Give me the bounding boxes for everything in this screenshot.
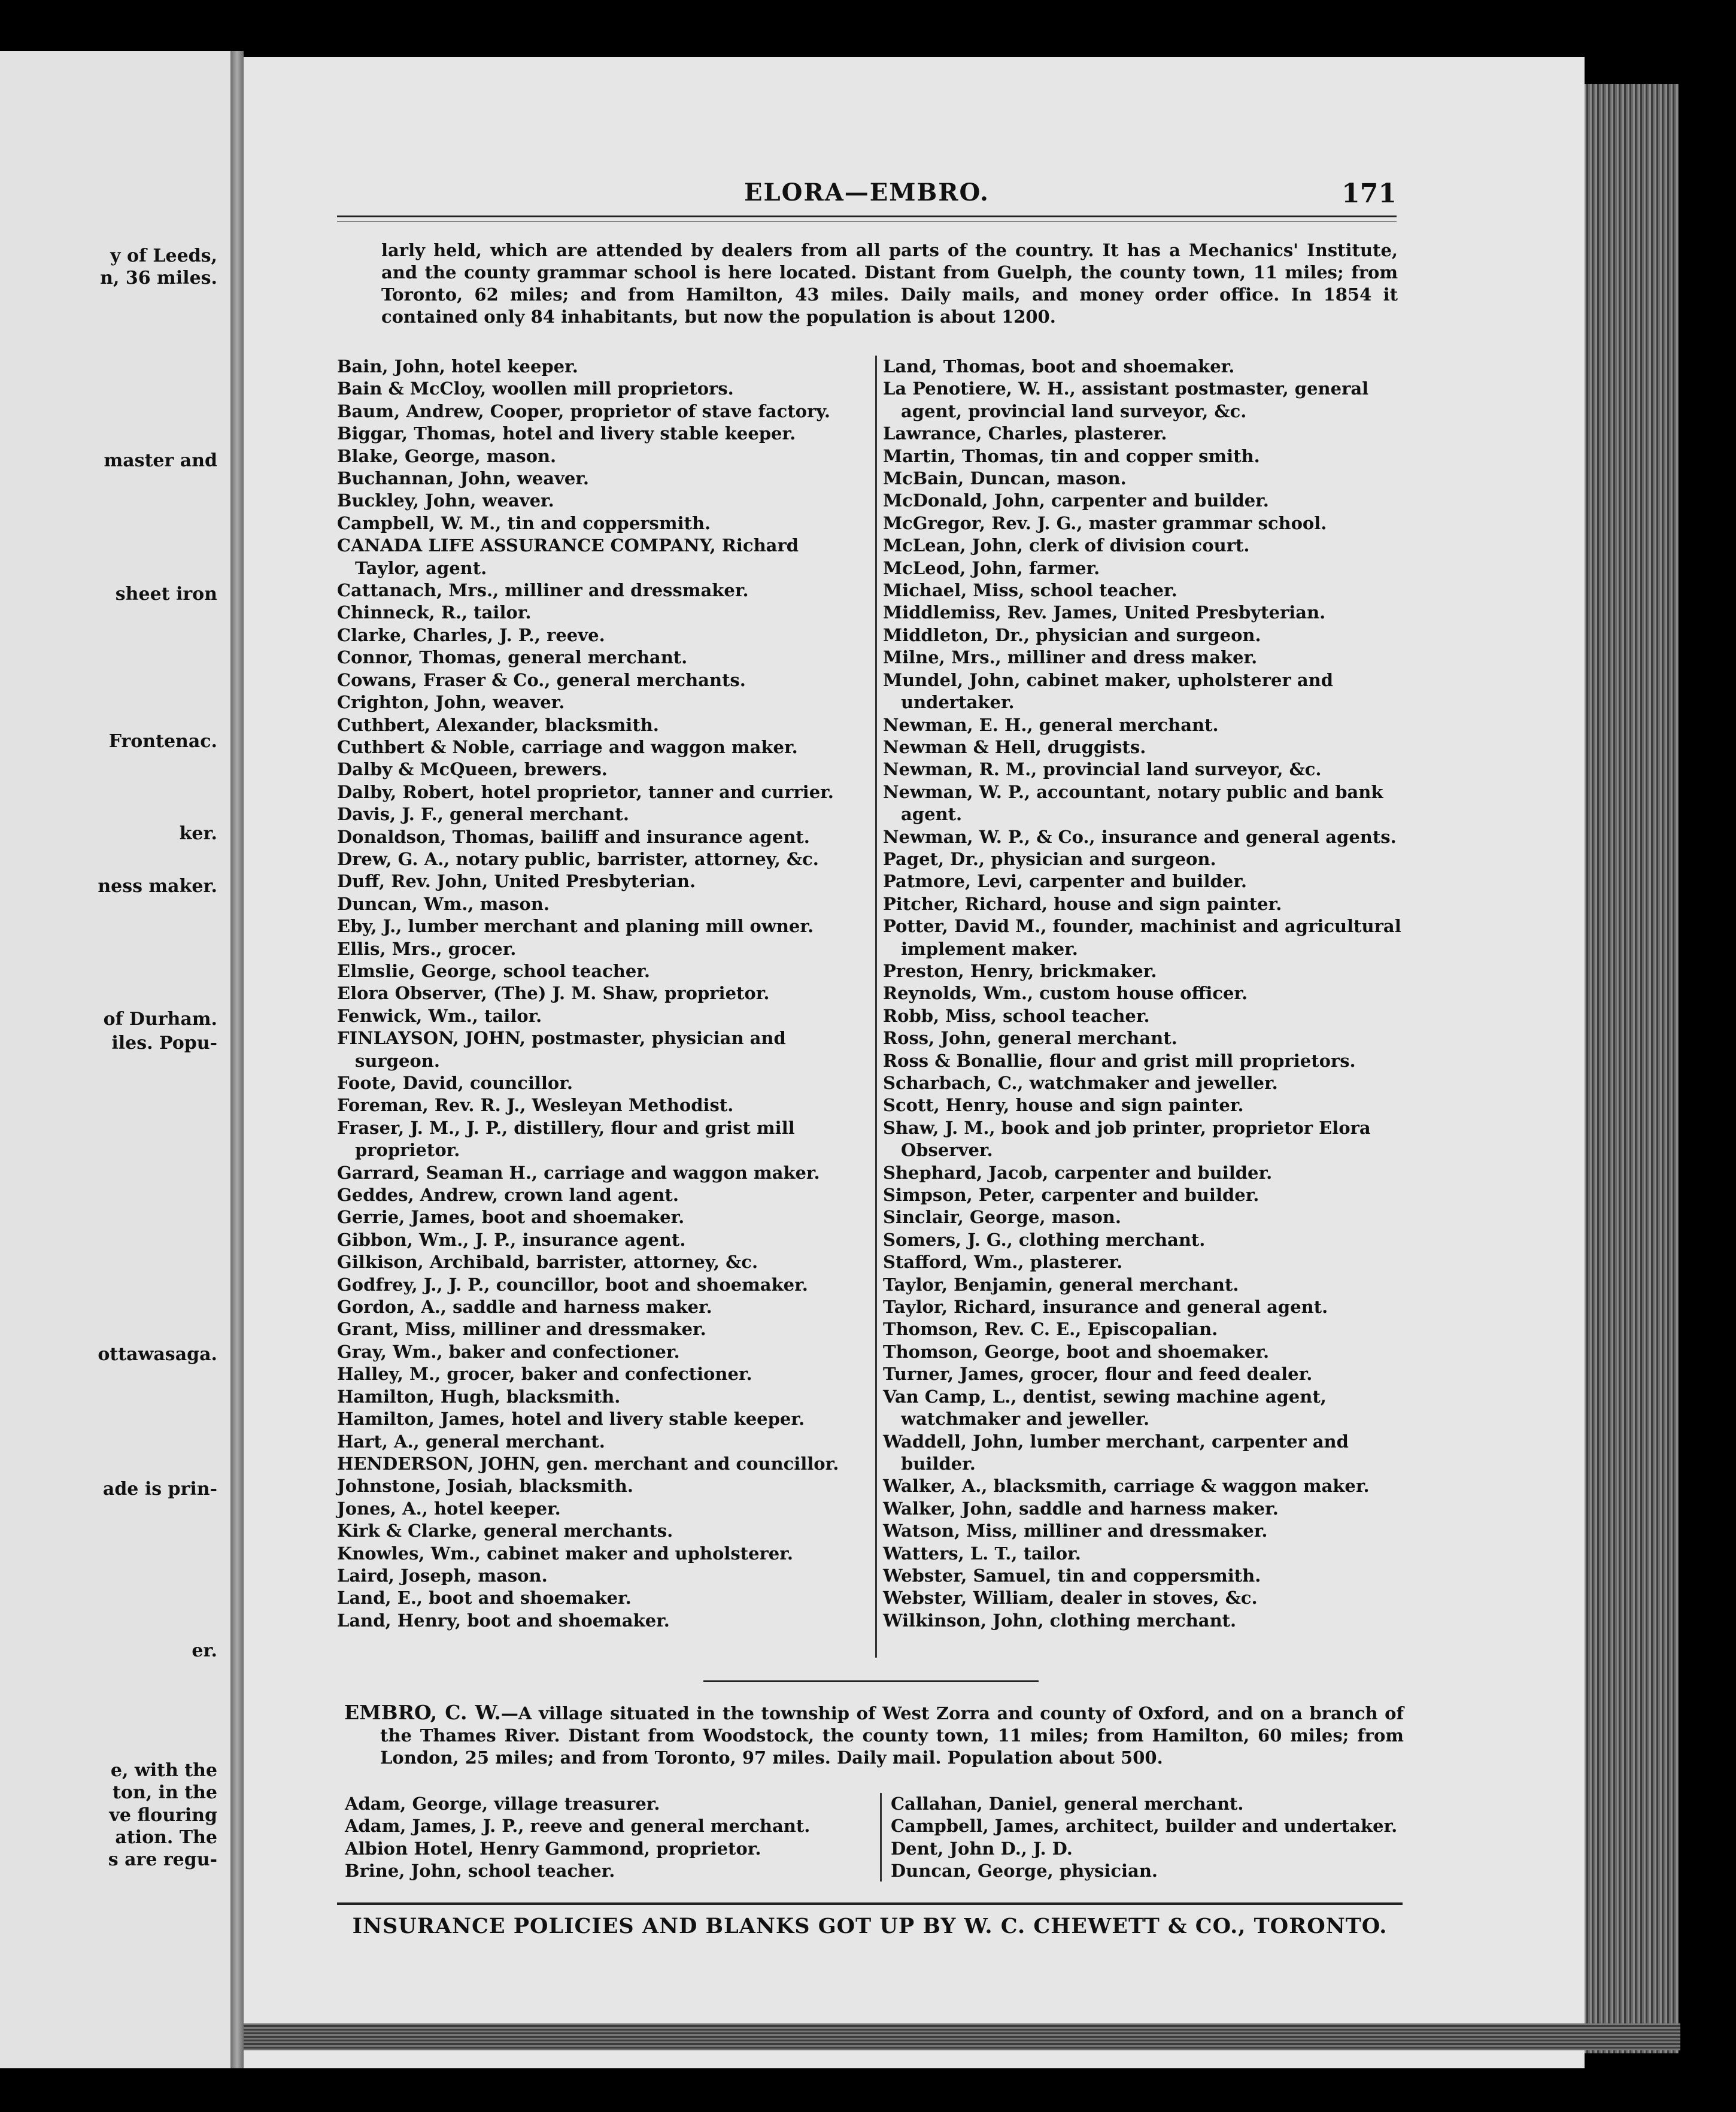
embro-column-divider	[880, 1793, 882, 1882]
directory-entry: Gordon, A., saddle and harness maker.	[337, 1297, 712, 1318]
facing-page-fragment	[0, 51, 230, 2068]
directory-entry: Thomson, Rev. C. E., Episcopalian.	[883, 1319, 1218, 1340]
bottom-page-edges	[244, 2023, 1680, 2050]
directory-entry: Cuthbert & Noble, carriage and waggon maker.	[337, 736, 798, 757]
directory-entry: Watters, L. T., tailor.	[883, 1543, 1081, 1564]
section-divider-rule	[703, 1680, 1039, 1682]
directory-entry: Reynolds, Wm., custom house officer.	[883, 983, 1248, 1004]
directory-entry: Laird, Joseph, mason.	[337, 1565, 548, 1586]
facing-page-line: e, with the	[110, 1760, 217, 1781]
facing-page-line: ation. The	[115, 1827, 217, 1848]
facing-page-line: s are regu-	[108, 1849, 217, 1870]
directory-entry: Jones, A., hotel keeper.	[337, 1498, 561, 1519]
directory-entry: Bain, John, hotel keeper.	[337, 356, 578, 377]
directory-entry: Duff, Rev. John, United Presbyterian.	[337, 871, 696, 892]
facing-page-line: ade is prin-	[102, 1479, 217, 1500]
directory-entry: Cattanach, Mrs., milliner and dressmaker.	[337, 580, 749, 601]
directory-entry: La Penotiere, W. H., assistant postmaster, general agent, provincial land surveyor, &c.	[883, 378, 1369, 421]
directory-entry: Pitcher, Richard, house and sign painter.	[883, 893, 1282, 914]
facing-page-line: ve flouring	[109, 1805, 217, 1826]
directory-entry: Land, Henry, boot and shoemaker.	[337, 1610, 670, 1631]
directory-entry: Campbell, James, architect, builder and undertaker.	[891, 1816, 1398, 1837]
directory-entry: Garrard, Seaman H., carriage and waggon maker.	[337, 1162, 820, 1183]
directory-entry: Hart, A., general merchant.	[337, 1431, 605, 1452]
directory-entry: Potter, David M., founder, machinist and agricultural implement maker.	[883, 916, 1401, 959]
directory-entry: Adam, James, J. P., reeve and general merchant.	[345, 1816, 811, 1837]
directory-entry: Land, Thomas, boot and shoemaker.	[883, 356, 1235, 377]
intro-paragraph: larly held, which are attended by dealers from all parts of the country. It has a Mechanics' Institute, and the county grammar school is here located. Distant from Guelph, the county town, 11 miles; from Toronto, 62 miles; and from Hamilton, 43 miles. Daily mails, and money order office. In 1854 it contained only 84 inhabitants, but now the population is about 1200.	[381, 240, 1398, 327]
directory-entry: Eby, J., lumber merchant and planing mill owner.	[337, 916, 814, 937]
directory-entry: Drew, G. A., notary public, barrister, attorney, &c.	[337, 848, 819, 869]
directory-entry: Thomson, George, boot and shoemaker.	[883, 1341, 1270, 1362]
directory-entry: Duncan, Wm., mason.	[337, 893, 550, 914]
directory-entry: Dalby & McQueen, brewers.	[337, 759, 608, 780]
embro-directory-left-column	[345, 1793, 866, 1883]
directory-entry: McLeod, John, farmer.	[883, 557, 1100, 578]
footer-rule	[337, 1902, 1403, 1905]
directory-entry: Land, E., boot and shoemaker.	[337, 1588, 632, 1609]
directory-entry: Middleton, Dr., physician and surgeon.	[883, 624, 1261, 645]
facing-page-line: of Durham.	[103, 1009, 217, 1030]
directory-entry: Crighton, John, weaver.	[337, 692, 565, 713]
directory-entry: Newman & Hell, druggists.	[883, 736, 1146, 757]
facing-page-line: Frontenac.	[108, 731, 217, 752]
directory-entry: HENDERSON, JOHN, gen. merchant and councillor.	[337, 1453, 839, 1474]
directory-entry: Davis, J. F., general merchant.	[337, 804, 629, 825]
directory-entry: Gibbon, Wm., J. P., insurance agent.	[337, 1229, 686, 1250]
directory-entry: Gray, Wm., baker and confectioner.	[337, 1341, 680, 1362]
directory-entry: McBain, Duncan, mason.	[883, 468, 1127, 489]
directory-entry: Hamilton, James, hotel and livery stable keeper.	[337, 1409, 805, 1430]
directory-entry: Preston, Henry, brickmaker.	[883, 960, 1157, 981]
directory-entry: McDonald, John, carpenter and builder.	[883, 490, 1269, 511]
facing-page-line: ton, in the	[113, 1782, 217, 1803]
directory-entry: Scott, Henry, house and sign painter.	[883, 1095, 1244, 1116]
footer-advertisement: INSURANCE POLICIES AND BLANKS GOT UP BY W. C. CHEWETT & CO., TORONTO.	[352, 1914, 1388, 1938]
facing-page-line: ker.	[179, 823, 217, 844]
directory-entry: Newman, E. H., general merchant.	[883, 714, 1219, 735]
directory-entry: Taylor, Richard, insurance and general agent.	[883, 1297, 1328, 1318]
directory-entry: Chinneck, R., tailor.	[337, 602, 532, 623]
embro-description	[344, 1701, 1404, 1769]
page-edges	[1585, 84, 1679, 2053]
directory-entry: Johnstone, Josiah, blacksmith.	[337, 1476, 633, 1497]
directory-entry: Webster, Samuel, tin and coppersmith.	[883, 1565, 1261, 1586]
embro-description-text: —A village situated in the township of West Zorra and county of Oxford, and on a branch of the Thames River. Distant from Woodstock, the county town, 11 miles; from Hamilton, 60 miles; from London, 25 miles; and from Toronto, 97 miles. Daily mail. Population about 500.	[380, 1703, 1404, 1768]
directory-entry: McGregor, Rev. J. G., master grammar school.	[883, 512, 1327, 533]
directory-entry: Baum, Andrew, Cooper, proprietor of stave factory.	[337, 400, 830, 421]
directory-entry: Walker, John, saddle and harness maker.	[883, 1498, 1279, 1519]
running-title: ELORA—EMBRO.	[744, 178, 990, 207]
directory-entry: CANADA LIFE ASSURANCE COMPANY, Richard Taylor, agent.	[337, 535, 799, 578]
directory-entry: Waddell, John, lumber merchant, carpenter and builder.	[883, 1431, 1349, 1474]
directory-entry: Michael, Miss, school teacher.	[883, 580, 1177, 601]
directory-entry: Taylor, Benjamin, general merchant.	[883, 1274, 1239, 1295]
directory-entry: Biggar, Thomas, hotel and livery stable keeper.	[337, 423, 796, 444]
directory-entry: McLean, John, clerk of division court.	[883, 535, 1250, 556]
directory-entry: Lawrance, Charles, plasterer.	[883, 423, 1167, 444]
directory-entry: Donaldson, Thomas, bailiff and insurance agent.	[337, 826, 810, 847]
directory-entry: Sinclair, George, mason.	[883, 1207, 1121, 1228]
directory-entry: Webster, William, dealer in stoves, &c.	[883, 1588, 1258, 1609]
directory-entry: Geddes, Andrew, crown land agent.	[337, 1185, 679, 1206]
facing-page-line: ottawasaga.	[98, 1344, 217, 1365]
directory-entry: Halley, M., grocer, baker and confectioner.	[337, 1364, 752, 1385]
directory-entry: Gilkison, Archibald, barrister, attorney, &c.	[337, 1252, 758, 1273]
facing-page-line: n, 36 miles.	[100, 268, 217, 289]
directory-entry: Brine, John, school teacher.	[345, 1861, 615, 1882]
column-divider	[875, 356, 877, 1658]
directory-entry: Cuthbert, Alexander, blacksmith.	[337, 714, 659, 735]
header-rule	[337, 216, 1397, 217]
directory-entry: Patmore, Levi, carpenter and builder.	[883, 871, 1247, 892]
directory-entry: Blake, George, mason.	[337, 445, 557, 466]
facing-page-line: ness maker.	[98, 876, 217, 897]
directory-entry: Campbell, W. M., tin and coppersmith.	[337, 512, 711, 533]
directory-entry: Paget, Dr., physician and surgeon.	[883, 848, 1216, 869]
elora-directory-left-column	[337, 356, 858, 1632]
directory-entry: Dent, John D., J. D.	[891, 1838, 1073, 1859]
facing-page-line: er.	[192, 1640, 217, 1661]
directory-entry: Elora Observer, (The) J. M. Shaw, proprietor.	[337, 983, 770, 1004]
directory-entry: Buchannan, John, weaver.	[337, 468, 590, 489]
directory-entry: Fraser, J. M., J. P., distillery, flour and grist mill proprietor.	[337, 1117, 795, 1161]
book-gutter	[230, 51, 244, 2068]
directory-entry: Hamilton, Hugh, blacksmith.	[337, 1386, 621, 1407]
facing-page-line: y of Leeds,	[110, 245, 217, 266]
directory-entry: Mundel, John, cabinet maker, upholsterer and undertaker.	[883, 669, 1334, 713]
directory-entry: Stafford, Wm., plasterer.	[883, 1252, 1123, 1273]
directory-entry: Clarke, Charles, J. P., reeve.	[337, 624, 605, 645]
directory-entry: Newman, R. M., provincial land surveyor, &c.	[883, 759, 1322, 780]
directory-entry: Albion Hotel, Henry Gammond, proprietor.	[345, 1838, 761, 1859]
facing-page-line: sheet iron	[115, 584, 217, 605]
directory-entry: Dalby, Robert, hotel proprietor, tanner and currier.	[337, 781, 834, 802]
directory-entry: Martin, Thomas, tin and copper smith.	[883, 445, 1260, 466]
facing-page-line: iles. Popu-	[111, 1033, 217, 1054]
directory-entry: Duncan, George, physician.	[891, 1861, 1158, 1882]
directory-entry: FINLAYSON, JOHN, postmaster, physician and surgeon.	[337, 1028, 786, 1071]
directory-entry: Turner, James, grocer, flour and feed dealer.	[883, 1364, 1313, 1385]
directory-entry: Middlemiss, Rev. James, United Presbyterian.	[883, 602, 1326, 623]
directory-entry: Newman, W. P., & Co., insurance and general agents.	[883, 826, 1397, 847]
directory-entry: Foreman, Rev. R. J., Wesleyan Methodist.	[337, 1095, 734, 1116]
page-header	[337, 178, 1397, 208]
directory-entry: Milne, Mrs., milliner and dress maker.	[883, 647, 1258, 668]
directory-entry: Walker, A., blacksmith, carriage & waggon maker.	[883, 1476, 1370, 1497]
directory-entry: Watson, Miss, milliner and dressmaker.	[883, 1521, 1268, 1541]
directory-entry: Godfrey, J., J. P., councillor, boot and shoemaker.	[337, 1274, 808, 1295]
directory-entry: Robb, Miss, school teacher.	[883, 1005, 1150, 1026]
directory-entry: Cowans, Fraser & Co., general merchants.	[337, 669, 746, 690]
directory-entry: Van Camp, L., dentist, sewing machine agent, watchmaker and jeweller.	[883, 1386, 1327, 1430]
directory-entry: Kirk & Clarke, general merchants.	[337, 1521, 673, 1541]
directory-entry: Somers, J. G., clothing merchant.	[883, 1229, 1206, 1250]
embro-heading: EMBRO, C. W.	[344, 1701, 501, 1724]
directory-entry: Ross & Bonallie, flour and grist mill proprietors.	[883, 1050, 1356, 1071]
directory-entry: Bain & McCloy, woollen mill proprietors.	[337, 378, 734, 399]
directory-entry: Ellis, Mrs., grocer.	[337, 938, 517, 959]
elora-directory-right-column	[883, 356, 1404, 1632]
directory-entry: Gerrie, James, boot and shoemaker.	[337, 1207, 685, 1228]
directory-entry: Foote, David, councillor.	[337, 1073, 573, 1093]
directory-entry: Wilkinson, John, clothing merchant.	[883, 1610, 1237, 1631]
directory-entry: Newman, W. P., accountant, notary public and bank agent.	[883, 781, 1383, 825]
directory-entry: Knowles, Wm., cabinet maker and upholsterer.	[337, 1543, 793, 1564]
facing-page-line: master and	[104, 450, 217, 471]
directory-entry: Simpson, Peter, carpenter and builder.	[883, 1185, 1259, 1206]
directory-entry: Buckley, John, weaver.	[337, 490, 554, 511]
directory-entry: Fenwick, Wm., tailor.	[337, 1005, 542, 1026]
page-number: 171	[1342, 178, 1397, 209]
directory-entry: Shephard, Jacob, carpenter and builder.	[883, 1162, 1273, 1183]
directory-entry: Adam, George, village treasurer.	[345, 1794, 660, 1814]
embro-directory-right-column	[891, 1793, 1412, 1883]
directory-entry: Shaw, J. M., book and job printer, proprietor Elora Observer.	[883, 1117, 1371, 1161]
directory-entry: Elmslie, George, school teacher.	[337, 960, 650, 981]
directory-entry: Ross, John, general merchant.	[883, 1028, 1177, 1049]
directory-entry: Connor, Thomas, general merchant.	[337, 647, 688, 668]
directory-entry: Grant, Miss, milliner and dressmaker.	[337, 1319, 706, 1340]
directory-entry: Scharbach, C., watchmaker and jeweller.	[883, 1073, 1278, 1093]
directory-entry: Callahan, Daniel, general merchant.	[891, 1794, 1244, 1814]
